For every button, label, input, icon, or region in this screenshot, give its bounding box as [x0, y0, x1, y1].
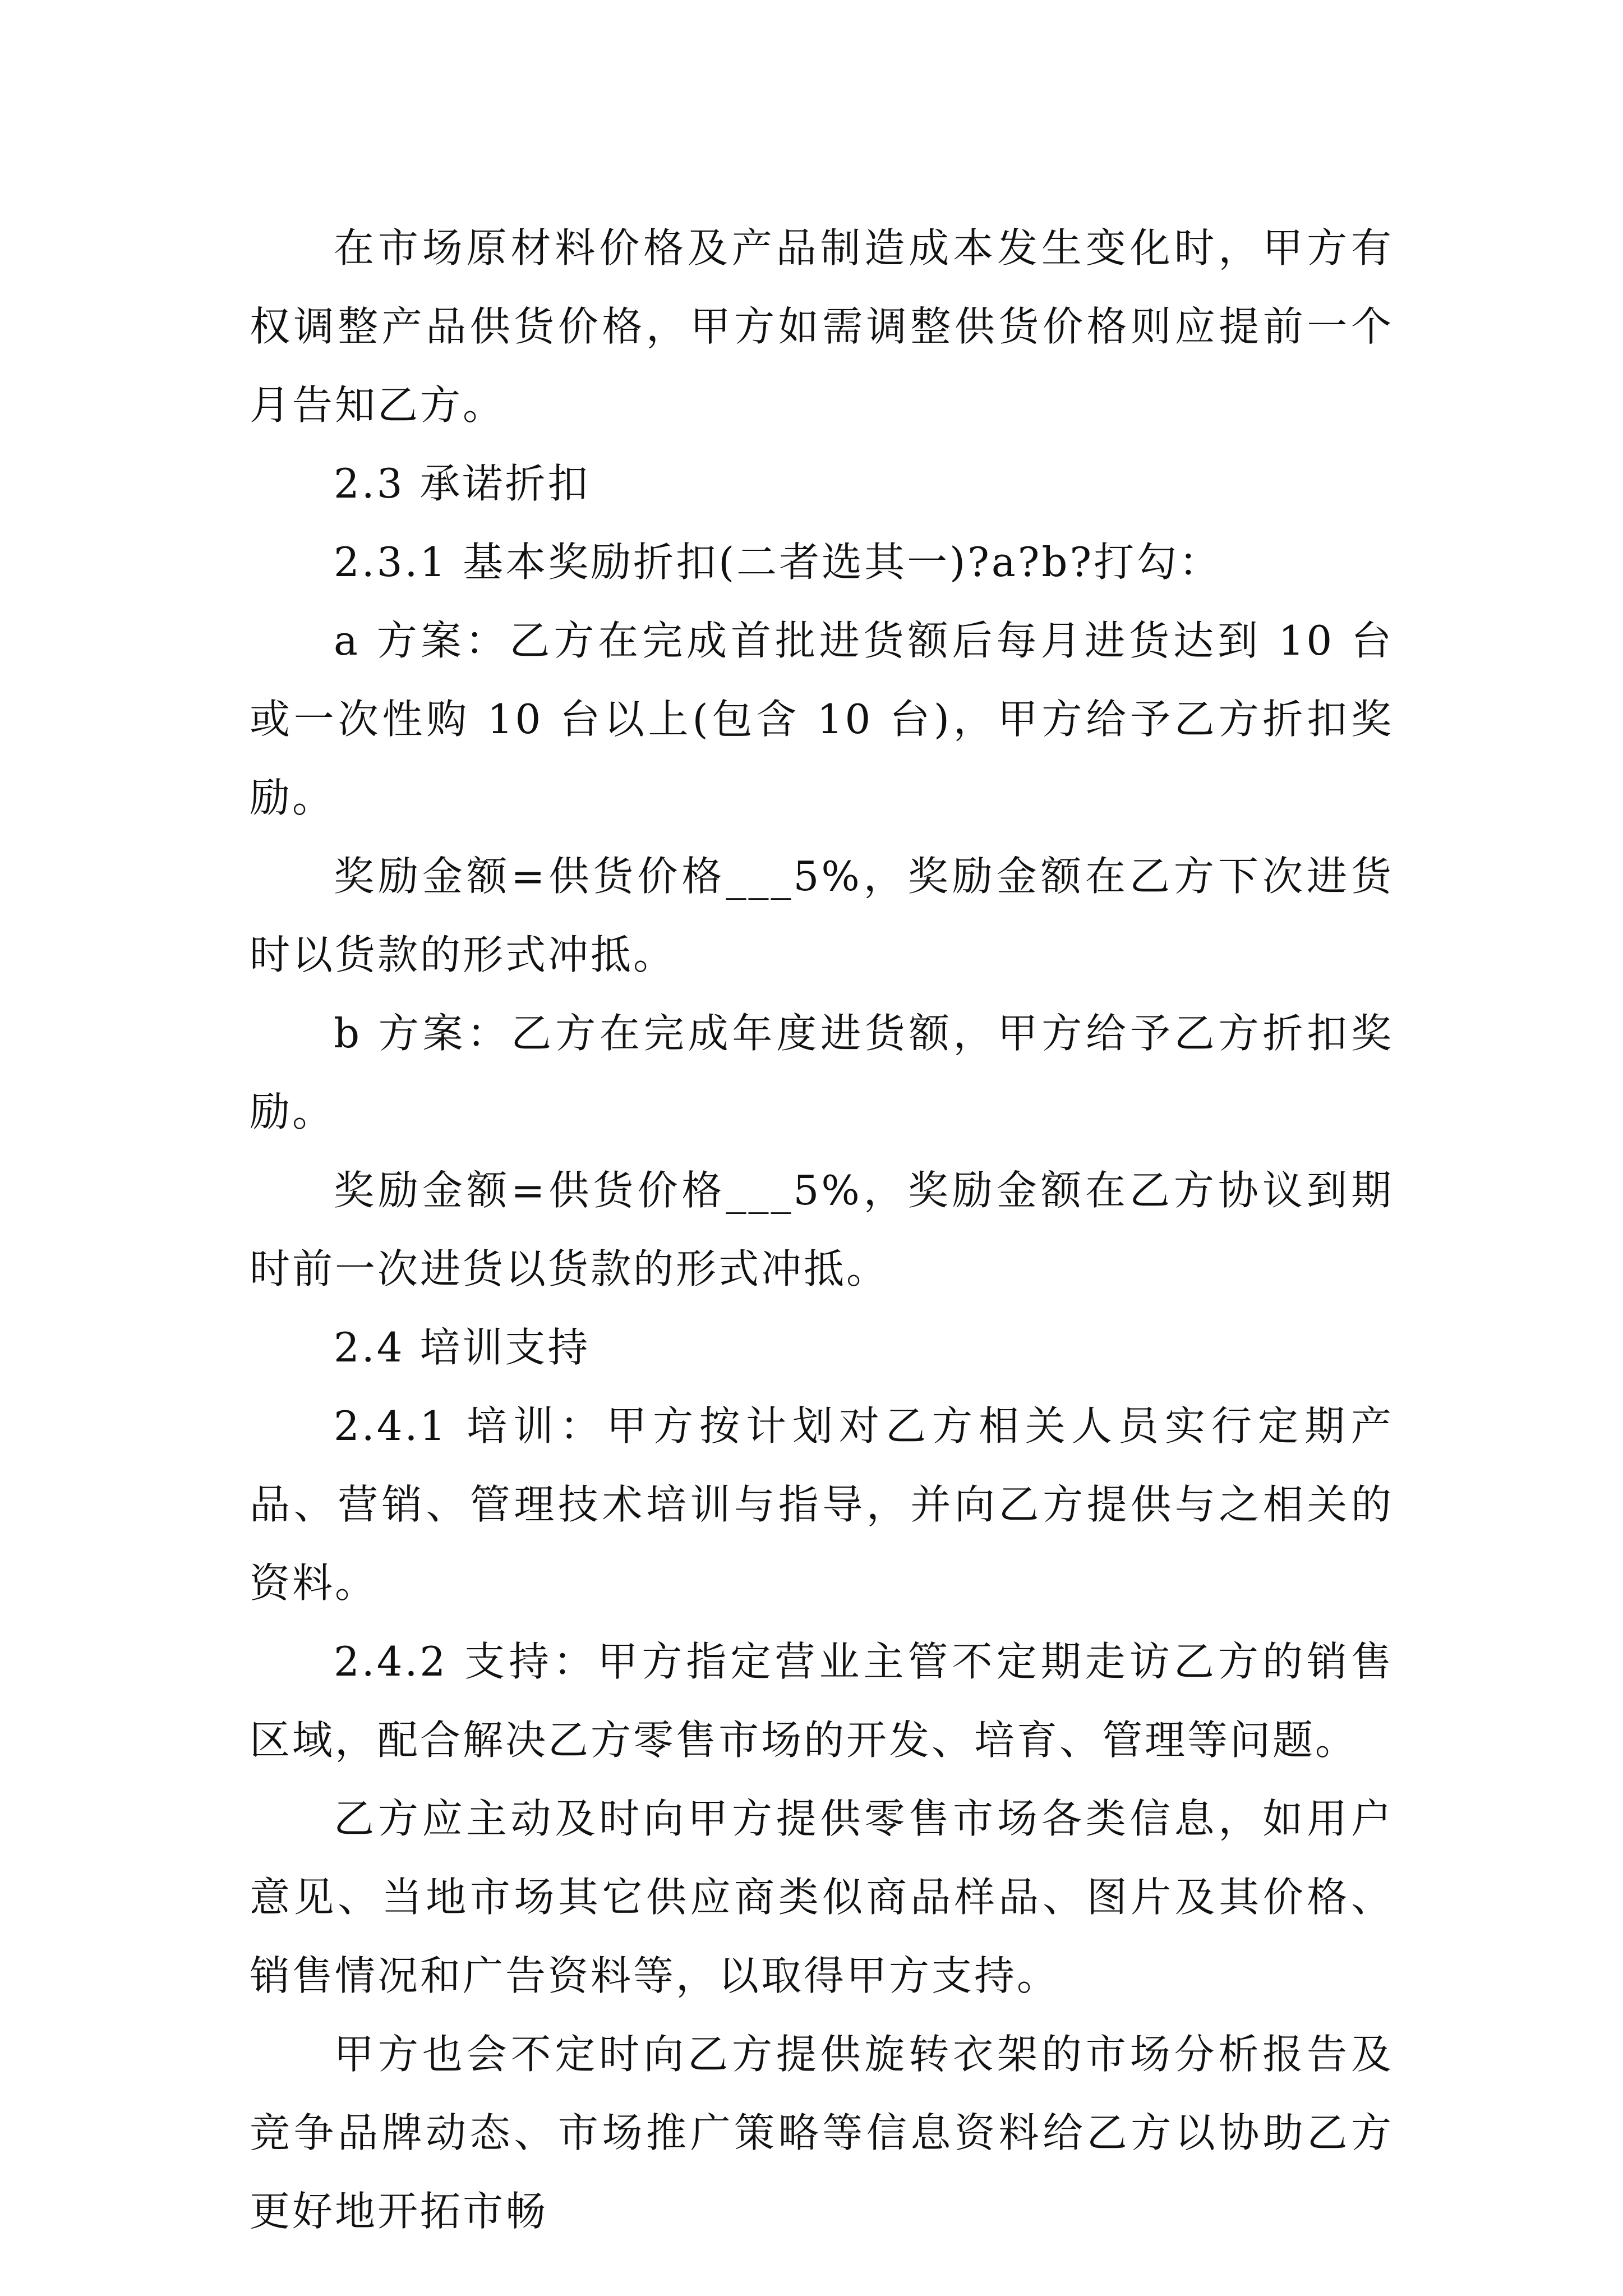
paragraph-info-sharing: 乙方应主动及时向甲方提供零售市场各类信息，如用户意见、当地市场其它供应商类似商品样品、图片及其价格、销售情况和广告资料等，以取得甲方支持。 — [250, 1795, 1394, 1999]
paragraph-plan-b-reward: 奖励金额=供货价格___5%，奖励金额在乙方协议到期时前一次进货以货款的形式冲抵。 — [250, 1167, 1394, 1292]
paragraph-price-adjustment: 在市场原材料价格及产品制造成本发生变化时，甲方有权调整产品供货价格，甲方如需调整供货价格则应提前一个月告知乙方。 — [250, 224, 1394, 429]
paragraph-market-analysis: 甲方也会不定时向乙方提供旋转衣架的市场分析报告及竞争品牌动态、市场推广策略等信息资料给乙方以协助乙方更好地开拓市畅 — [250, 2031, 1394, 2235]
subsection-heading-2-3-1: 2.3.1 基本奖励折扣(二者选其一)?a?b?打勾： — [334, 539, 1222, 586]
paragraph-support: 2.4.2 支持：甲方指定营业主管不定期走访乙方的销售区域，配合解决乙方零售市场的开发、培育、管理等问题。 — [250, 1638, 1394, 1764]
paragraph-plan-b: b 方案：乙方在完成年度进货额，甲方给予乙方折扣奖励。 — [250, 1010, 1394, 1135]
paragraph-plan-a-reward: 奖励金额=供货价格___5%，奖励金额在乙方下次进货时以货款的形式冲抵。 — [250, 853, 1394, 978]
paragraph-plan-a: a 方案：乙方在完成首批进货额后每月进货达到 10 台或一次性购 10 台以上(包含 10 台)，甲方给予乙方折扣奖励。 — [250, 617, 1394, 821]
paragraph-training: 2.4.1 培训：甲方按计划对乙方相关人员实行定期产品、营销、管理技术培训与指导，并向乙方提供与之相关的资料。 — [250, 1402, 1394, 1607]
document-body — [250, 209, 1394, 2251]
section-heading-2-4: 2.4 培训支持 — [334, 1324, 591, 1371]
section-heading-2-3: 2.3 承诺折扣 — [334, 460, 591, 507]
